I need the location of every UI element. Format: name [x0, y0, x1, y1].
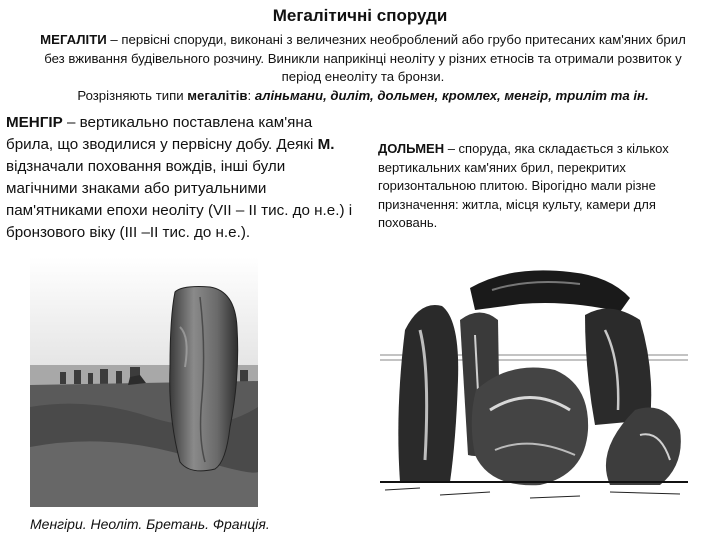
types-lead: Розрізняють типи: [77, 87, 188, 103]
dolmen-drawing-image: [380, 260, 688, 508]
page-title: Мегалітичні споруди: [272, 6, 448, 25]
menhir-text-1: – вертикально поставлена кам'яна брила, що зводилися у первісну добу. Деякі: [6, 114, 318, 153]
menhir-definition: [6, 112, 354, 244]
megaliths-text: – первісні споруди, виконані з величезних необроблений або грубо притесаних кам'яних брил без вживання будівельного розчину. Виникли наприкінці неоліту у різних етносів та отримали розвиток у період енеоліту та бронзи.: [44, 32, 686, 84]
menhir-photo-image: [30, 257, 258, 507]
menhir-photo: [30, 257, 258, 507]
types-word: мегалітів: [187, 87, 248, 103]
types-colon: :: [247, 87, 255, 103]
menhir-term: МЕНГІР: [6, 114, 63, 131]
dolmen-term: ДОЛЬМЕН: [378, 141, 445, 156]
dolmen-definition: [378, 140, 696, 233]
photo-caption: Менгіри. Неоліт. Бретань. Франція.: [30, 516, 270, 532]
types-list: аліньмани, диліт, дольмен, кромлех, менгір, триліт та ін.: [254, 87, 649, 103]
menhir-abbr: М.: [317, 136, 335, 153]
menhir-text-2: відзначали поховання вождів, інші були магічними знаками або ритуальними пам'ятниками епохи неоліту (VII – II тис. до н.е.) і бронзового віку (III –II тис. до н.е.).: [6, 158, 353, 241]
megaliths-term: МЕГАЛІТИ: [40, 32, 107, 47]
dolmen-drawing: [380, 260, 688, 508]
dolmen-text: – споруда, яка складається з кількох вертикальних кам'яних брил, перекритих горизонтальною плитою. Вірогідно мали різне призначення: житла, місця культу, камери для поховань.: [378, 141, 669, 231]
megaliths-definition: [38, 31, 688, 105]
